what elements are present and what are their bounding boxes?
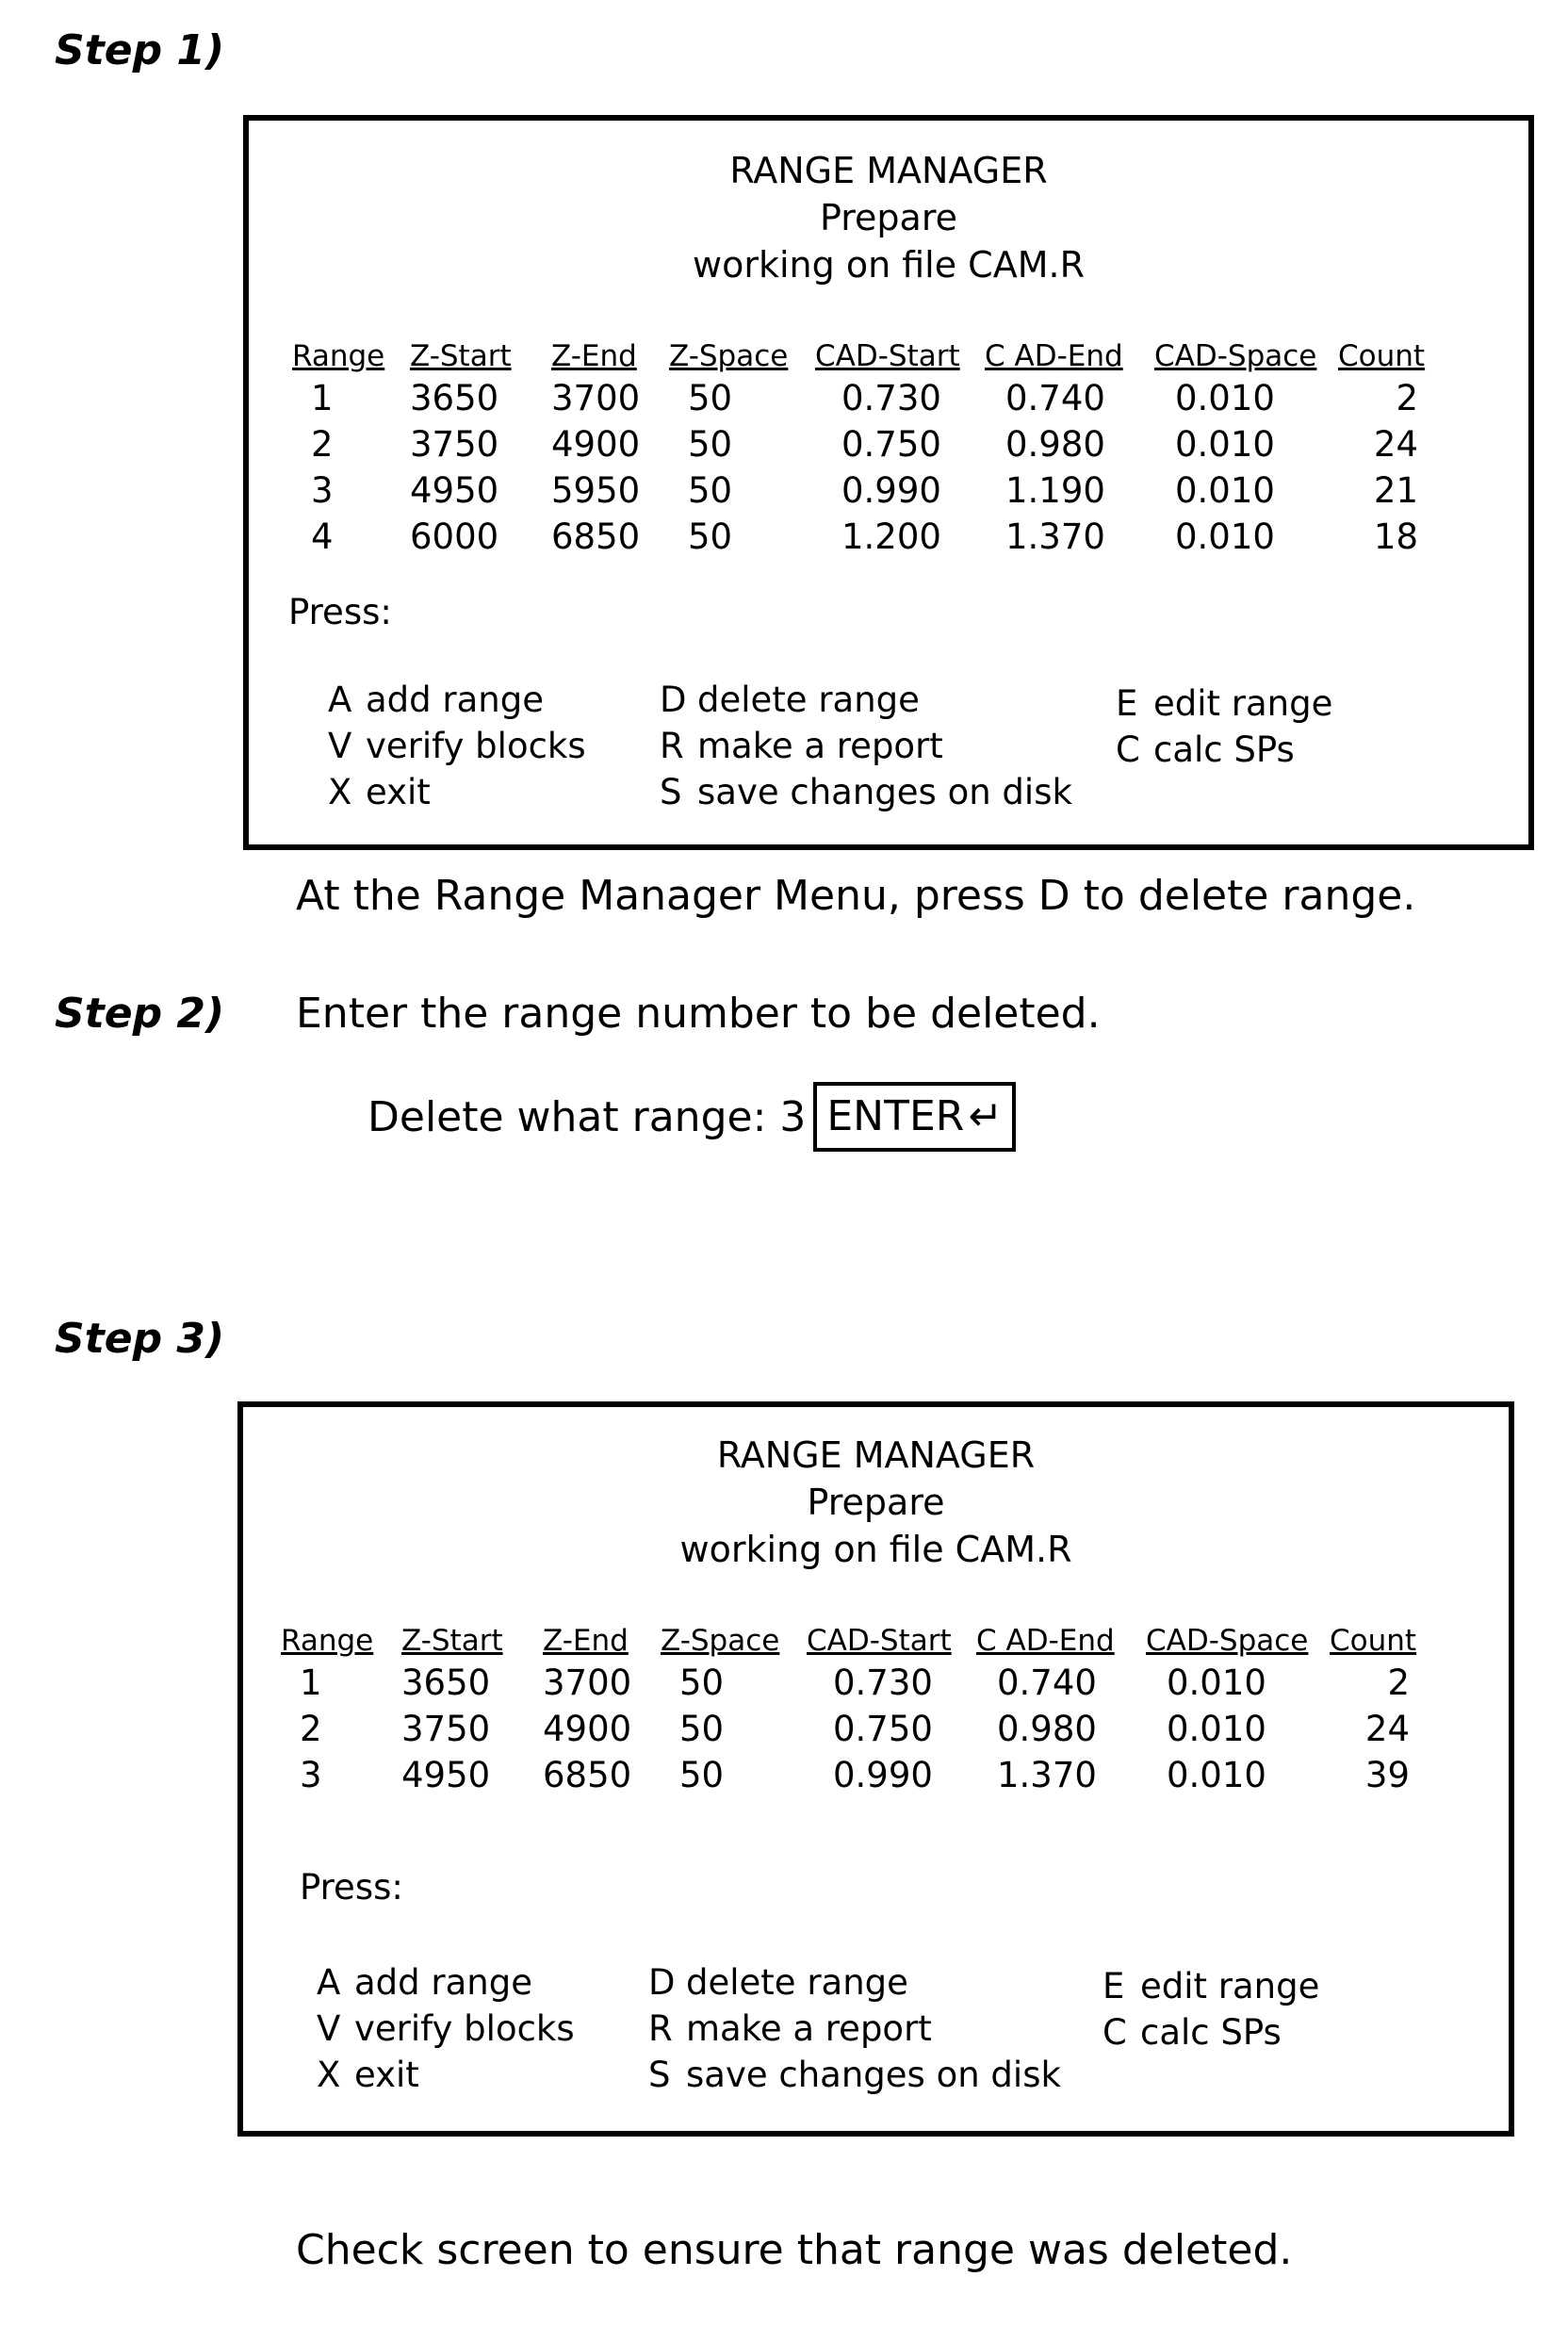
- menu-item-save-changes[interactable]: [660, 769, 1072, 815]
- step-3-label: Step 3): [55, 1315, 224, 1363]
- col-cad-start: CAD-Start: [815, 339, 985, 375]
- menu-key: R: [648, 2006, 686, 2052]
- menu-label: calc SPs: [1153, 729, 1295, 770]
- cell-cad-end: 0.740: [985, 375, 1154, 421]
- step-3-caption: Check screen to ensure that range was deleted.: [296, 2226, 1292, 2274]
- cell-z-space: 50: [661, 1706, 807, 1752]
- col-count: Count: [1338, 339, 1442, 375]
- cell-cad-start: 0.730: [807, 1660, 976, 1706]
- cell-cad-space: 0.010: [1146, 1660, 1330, 1706]
- cell-z-end: 3700: [543, 1660, 661, 1706]
- cell-range: 3: [281, 1752, 401, 1798]
- menu-label: calc SPs: [1140, 2012, 1282, 2053]
- menu-key: E: [1116, 680, 1153, 727]
- cell-range: 1: [281, 1660, 401, 1706]
- cell-count: 2: [1338, 375, 1442, 421]
- menu-item-save-changes[interactable]: [648, 2052, 1061, 2098]
- cell-z-space: 50: [661, 1660, 807, 1706]
- cell-cad-end: 1.190: [985, 467, 1154, 514]
- screen-file-line: working on file CAM.R: [243, 1526, 1509, 1573]
- menu-key: V: [328, 723, 366, 769]
- menu-key: A: [328, 677, 366, 723]
- cell-z-space: 50: [669, 467, 815, 514]
- menu-item-calc-sps[interactable]: [1116, 727, 1332, 773]
- menu-column-2: [660, 677, 1072, 815]
- cell-cad-end: 0.980: [976, 1706, 1146, 1752]
- table-row: [292, 421, 1442, 467]
- step-1-label: Step 1): [55, 26, 224, 74]
- table-row: [281, 1706, 1433, 1752]
- col-z-start: Z-Start: [401, 1624, 543, 1660]
- menu-label: edit range: [1140, 1966, 1319, 2006]
- menu-key: S: [648, 2052, 686, 2098]
- menu-key: C: [1102, 2009, 1140, 2055]
- cell-range: 2: [292, 421, 410, 467]
- col-z-space: Z-Space: [661, 1624, 807, 1660]
- menu-key: X: [328, 769, 366, 815]
- menu-label: make a report: [697, 726, 943, 766]
- col-z-space: Z-Space: [669, 339, 815, 375]
- cell-z-end: 3700: [551, 375, 669, 421]
- col-cad-space: CAD-Space: [1146, 1624, 1330, 1660]
- cell-cad-start: 0.730: [815, 375, 985, 421]
- menu-key: A: [317, 1959, 354, 2006]
- menu-item-exit[interactable]: [317, 2052, 575, 2098]
- menu-label: save changes on disk: [686, 2055, 1061, 2095]
- cell-z-end: 6850: [543, 1752, 661, 1798]
- menu-item-add-range[interactable]: [328, 677, 586, 723]
- menu-label: edit range: [1153, 683, 1332, 724]
- table-row: [281, 1660, 1433, 1706]
- screen-title: RANGE MANAGER: [243, 1432, 1509, 1479]
- menu-key: D: [660, 677, 697, 723]
- menu-label: exit: [366, 772, 431, 812]
- cell-count: 24: [1330, 1706, 1433, 1752]
- menu-item-verify-blocks[interactable]: [328, 723, 586, 769]
- menu-label: add range: [366, 680, 544, 720]
- cell-z-end: 5950: [551, 467, 669, 514]
- table-row: [292, 375, 1442, 421]
- col-range: Range: [292, 339, 410, 375]
- cell-z-space: 50: [661, 1752, 807, 1798]
- menu-key: S: [660, 769, 697, 815]
- menu-label: exit: [354, 2055, 419, 2095]
- cell-z-start: 4950: [401, 1752, 543, 1798]
- cell-count: 2: [1330, 1660, 1433, 1706]
- cell-cad-space: 0.010: [1154, 421, 1338, 467]
- table-row: [292, 514, 1442, 560]
- menu-label: verify blocks: [354, 2008, 575, 2049]
- cell-cad-end: 0.740: [976, 1660, 1146, 1706]
- cell-cad-start: 0.990: [807, 1752, 976, 1798]
- cell-count: 21: [1338, 467, 1442, 514]
- cell-cad-space: 0.010: [1154, 375, 1338, 421]
- menu-key: D: [648, 1959, 686, 2006]
- col-range: Range: [281, 1624, 401, 1660]
- cell-z-end: 6850: [551, 514, 669, 560]
- menu-item-verify-blocks[interactable]: [317, 2006, 575, 2052]
- menu-key: V: [317, 2006, 354, 2052]
- screen-subtitle: Prepare: [243, 1479, 1509, 1526]
- cell-z-space: 50: [669, 421, 815, 467]
- cell-cad-start: 0.750: [807, 1706, 976, 1752]
- cell-count: 18: [1338, 514, 1442, 560]
- cell-count: 24: [1338, 421, 1442, 467]
- menu-item-exit[interactable]: [328, 769, 586, 815]
- cell-cad-end: 1.370: [985, 514, 1154, 560]
- table-header-row: [292, 339, 1442, 375]
- cell-z-end: 4900: [543, 1706, 661, 1752]
- cell-range: 2: [281, 1706, 401, 1752]
- cell-cad-end: 1.370: [976, 1752, 1146, 1798]
- col-count: Count: [1330, 1624, 1433, 1660]
- menu-label: verify blocks: [366, 726, 586, 766]
- menu-item-calc-sps[interactable]: [1102, 2009, 1319, 2055]
- cell-cad-end: 0.980: [985, 421, 1154, 467]
- screen-subtitle: Prepare: [249, 194, 1528, 241]
- cell-count: 39: [1330, 1752, 1433, 1798]
- menu-column-2: [648, 1959, 1061, 2098]
- menu-column-3: [1116, 680, 1332, 773]
- enter-key-label: ENTER: [826, 1092, 964, 1140]
- table-header-row: [281, 1624, 1433, 1660]
- menu-item-add-range[interactable]: [317, 1959, 575, 2006]
- cell-cad-start: 1.200: [815, 514, 985, 560]
- cell-cad-start: 0.990: [815, 467, 985, 514]
- press-label: Press:: [288, 592, 392, 632]
- cell-z-start: 3650: [401, 1660, 543, 1706]
- menu-label: add range: [354, 1962, 532, 2003]
- menu-item-make-report[interactable]: [660, 723, 1072, 769]
- cell-z-start: 3750: [401, 1706, 543, 1752]
- cell-z-start: 6000: [410, 514, 551, 560]
- menu-item-edit-range[interactable]: [1116, 680, 1332, 727]
- delete-prompt-text: Delete what range: 3: [368, 1093, 806, 1141]
- menu-item-delete-range[interactable]: [660, 677, 1072, 723]
- menu-key: X: [317, 2052, 354, 2098]
- menu-label: make a report: [686, 2008, 932, 2049]
- cell-z-space: 50: [669, 375, 815, 421]
- cell-z-start: 3750: [410, 421, 551, 467]
- screen-title: RANGE MANAGER: [249, 147, 1528, 194]
- menu-column-1: [328, 677, 586, 815]
- col-cad-end: C AD-End: [976, 1624, 1146, 1660]
- col-z-end: Z-End: [551, 339, 669, 375]
- menu-label: delete range: [697, 680, 920, 720]
- cell-range: 1: [292, 375, 410, 421]
- cell-cad-space: 0.010: [1146, 1752, 1330, 1798]
- menu-item-make-report[interactable]: [648, 2006, 1061, 2052]
- cell-z-space: 50: [669, 514, 815, 560]
- cell-cad-space: 0.010: [1154, 467, 1338, 514]
- menu-item-delete-range[interactable]: [648, 1959, 1061, 2006]
- range-manager-screen-after: [237, 1401, 1514, 2137]
- menu-key: E: [1102, 1963, 1140, 2009]
- range-table: [281, 1624, 1433, 1798]
- step-2-caption: Enter the range number to be deleted.: [296, 990, 1101, 1038]
- menu-label: save changes on disk: [697, 772, 1072, 812]
- col-cad-space: CAD-Space: [1154, 339, 1338, 375]
- range-table: [292, 339, 1442, 560]
- table-row: [281, 1752, 1433, 1798]
- enter-key[interactable]: [813, 1082, 1016, 1152]
- col-cad-end: C AD-End: [985, 339, 1154, 375]
- col-cad-start: CAD-Start: [807, 1624, 976, 1660]
- cell-z-start: 3650: [410, 375, 551, 421]
- screen-file-line: working on file CAM.R: [249, 241, 1528, 288]
- step-1-caption: At the Range Manager Menu, press D to delete range.: [296, 872, 1415, 920]
- col-z-start: Z-Start: [410, 339, 551, 375]
- menu-column-1: [317, 1959, 575, 2098]
- menu-label: delete range: [686, 1962, 908, 2003]
- cell-cad-space: 0.010: [1154, 514, 1338, 560]
- enter-return-icon: ↵: [968, 1092, 1003, 1140]
- cell-z-start: 4950: [410, 467, 551, 514]
- cell-range: 4: [292, 514, 410, 560]
- menu-item-edit-range[interactable]: [1102, 1963, 1319, 2009]
- col-z-end: Z-End: [543, 1624, 661, 1660]
- cell-z-end: 4900: [551, 421, 669, 467]
- menu-key: R: [660, 723, 697, 769]
- menu-column-3: [1102, 1963, 1319, 2055]
- cell-cad-space: 0.010: [1146, 1706, 1330, 1752]
- step-2-label: Step 2): [55, 990, 224, 1038]
- cell-cad-start: 0.750: [815, 421, 985, 467]
- delete-prompt: [368, 1082, 1016, 1152]
- table-row: [292, 467, 1442, 514]
- press-label: Press:: [300, 1867, 403, 1908]
- cell-range: 3: [292, 467, 410, 514]
- range-manager-screen-before: [243, 115, 1534, 850]
- menu-key: C: [1116, 727, 1153, 773]
